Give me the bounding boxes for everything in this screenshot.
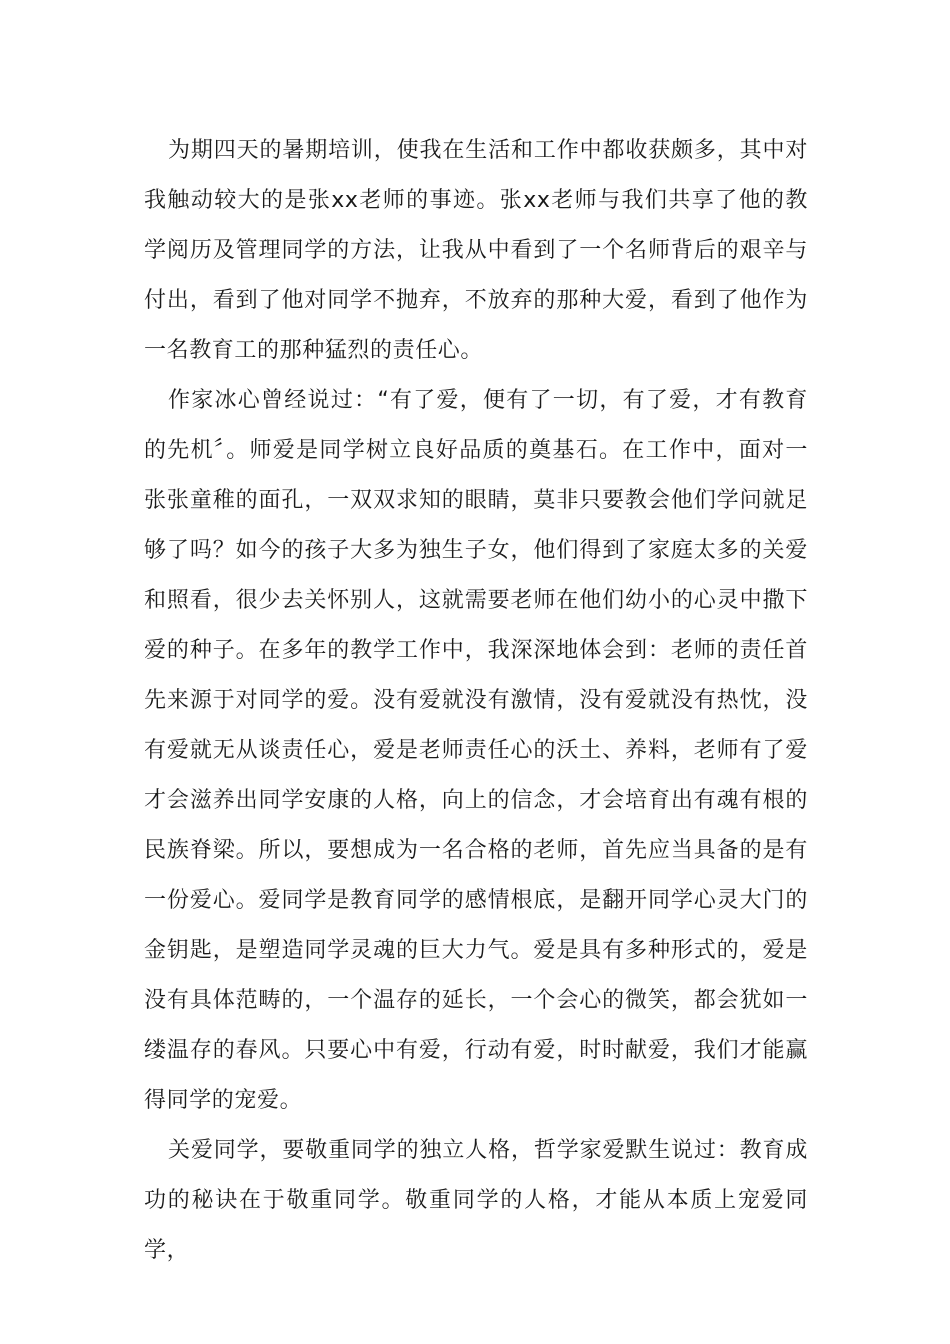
paragraph-teacher-love: 作家冰心曾经说过：“有了爱，便有了一切，有了爱，才有教育的先机〞。师爱是同学树立良好品质的奠基石。在工作中，面对一张张童稚的面孔，一双双求知的眼睛，莫非只要教会他们学问就足够了吗？如今的孩子大多为独生子女，他们得到了家庭太多的关爱和照看，很少去关怀别人，这就需要老师在他们幼小的心灵中撒下爱的种子。在多年的教学工作中，我深深地体会到：老师的责任首先来源于对同学的爱。没有爱就没有激情，没有爱就没有热忱，没有爱就无从谈责任心，爱是老师责任心的沃土、养料，老师有了爱才会滋养出同学安康的人格，向上的信念，才会培育出有魂有根的民族脊梁。所以，要想成为一名合格的老师，首先应当具备的是有一份爱心。爱同学是教育同学的感情根底，是翻开同学心灵大门的金钥匙，是塑造同学灵魂的巨大力气。爱是具有多种形式的，爱是没有具体范畴的，一个温存的延长，一个会心的微笑，都会犹如一缕温存的春风。只要心中有爱，行动有爱，时时献爱，我们才能赢得同学的宠爱。 [144, 388, 808, 1113]
document-body [144, 126, 808, 1276]
paragraph-respect-students: 关爱同学，要敬重同学的独立人格，哲学家爱默生说过：教育成功的秘诀在于敬重同学。敬重同学的人格，才能从本质上宠爱同学， [144, 1138, 808, 1263]
paragraph-training-reflection: 为期四天的暑期培训，使我在生活和工作中都收获颇多，其中对我触动较大的是张xx老师的事迹。张xx老师与我们共享了他的教学阅历及管理同学的方法，让我从中看到了一个名师背后的艰辛与付出，看到了他对同学不抛弃，不放弃的那种大爱，看到了他作为一名教育工的那种猛烈的责任心。 [144, 138, 808, 363]
